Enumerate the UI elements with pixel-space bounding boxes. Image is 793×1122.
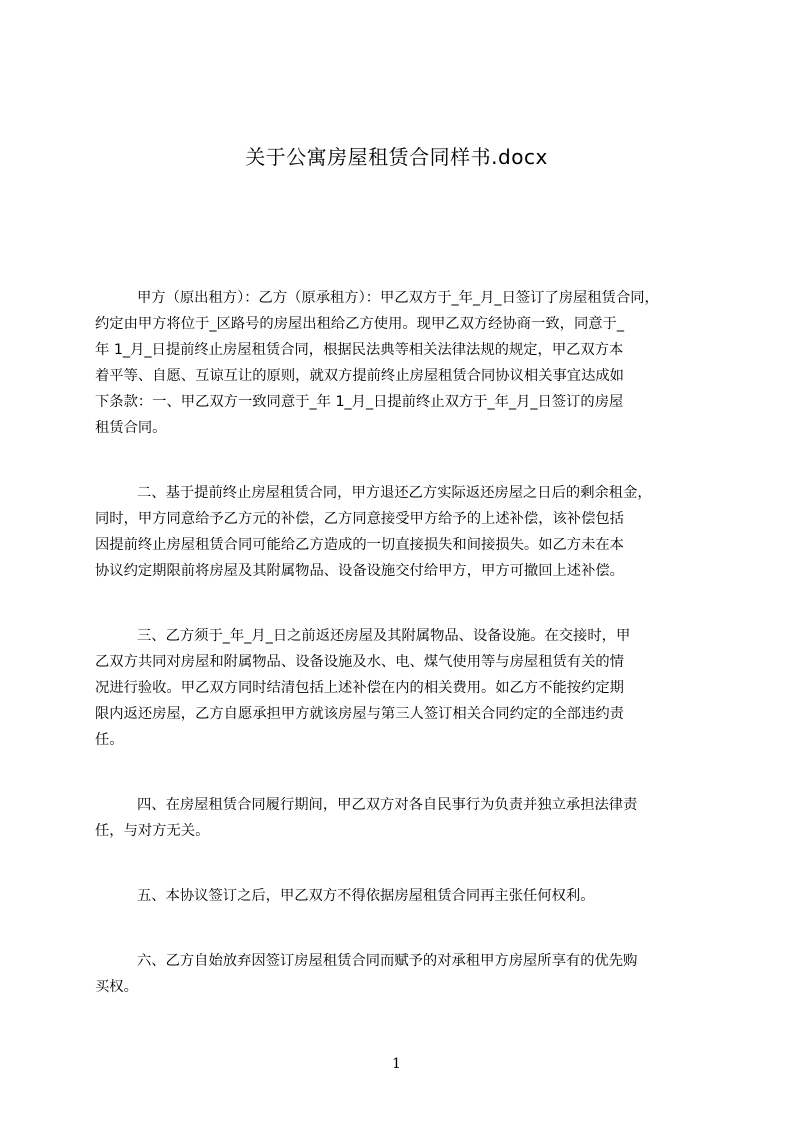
text-line: 二、基于提前终止房屋租赁合同，甲方退还乙方实际返还房屋之日后的剩余租金， xyxy=(137,485,652,501)
paragraph-6 xyxy=(95,948,725,1000)
text-line: 着平等、自愿、互谅互让的原则，就双方提前终止房屋租赁合同协议相关事宜达成如 xyxy=(95,368,624,384)
text-line: 四、在房屋租赁合同履行期间，甲乙双方对各自民事行为负责并独立承担法律责 xyxy=(137,797,638,813)
text-line: 年 1_月_日提前终止房屋租赁合同，根据民法典等相关法律法规的规定，甲乙双方本 xyxy=(95,342,624,358)
text-line: 下条款：一、甲乙双方一致同意于_年 1_月_日提前终止双方于_年_月_日签订的房屋 xyxy=(95,394,624,410)
paragraph-3 xyxy=(95,623,725,753)
page-number: 1 xyxy=(392,1056,401,1072)
text-line: 约定由甲方将位于_区路号的房屋出租给乙方使用。现甲乙双方经协商一致，同意于_ xyxy=(95,316,624,332)
text-line: 买权。 xyxy=(95,979,138,995)
text-line: 乙双方共同对房屋和附属物品、设备设施及水、电、煤气使用等与房屋租赁有关的情 xyxy=(95,654,624,670)
paragraph-5 xyxy=(95,883,725,909)
text-line: 租赁合同。 xyxy=(95,420,167,436)
text-line: 况进行验收。甲乙双方同时结清包括上述补偿在内的相关费用。如乙方不能按约定期 xyxy=(95,680,624,696)
document-body xyxy=(95,285,725,1039)
text-line: 五、本协议签订之后，甲乙双方不得依据房屋租赁合同再主张任何权利。 xyxy=(137,888,595,904)
document-title: 关于公寓房屋租赁合同样书.docx xyxy=(245,145,548,169)
text-line: 因提前终止房屋租赁合同可能给乙方造成的一切直接损失和间接损失。如乙方未在本 xyxy=(95,537,624,553)
text-line: 限内返还房屋，乙方自愿承担甲方就该房屋与第三人签订相关合同约定的全部违约责 xyxy=(95,706,624,722)
text-line: 三、乙方须于_年_月_日之前返还房屋及其附属物品、设备设施。在交接时，甲 xyxy=(137,628,631,644)
text-line: 同时，甲方同意给予乙方元的补偿，乙方同意接受甲方给予的上述补偿，该补偿包括 xyxy=(95,511,624,527)
text-line: 协议约定期限前将房屋及其附属物品、设备设施交付给甲方，甲方可撤回上述补偿。 xyxy=(95,563,624,579)
text-line: 甲方（原出租方）：乙方（原承租方）：甲乙双方于_年_月_日签订了房屋租赁合同， xyxy=(137,290,659,306)
text-line: 任，与对方无关。 xyxy=(95,823,210,839)
paragraph-4 xyxy=(95,792,725,844)
paragraph-2 xyxy=(95,480,725,584)
paragraph-1 xyxy=(95,285,725,441)
text-line: 任。 xyxy=(95,732,124,748)
text-line: 六、乙方自始放弃因签订房屋租赁合同而赋予的对承租甲方房屋所享有的优先购 xyxy=(137,953,638,969)
